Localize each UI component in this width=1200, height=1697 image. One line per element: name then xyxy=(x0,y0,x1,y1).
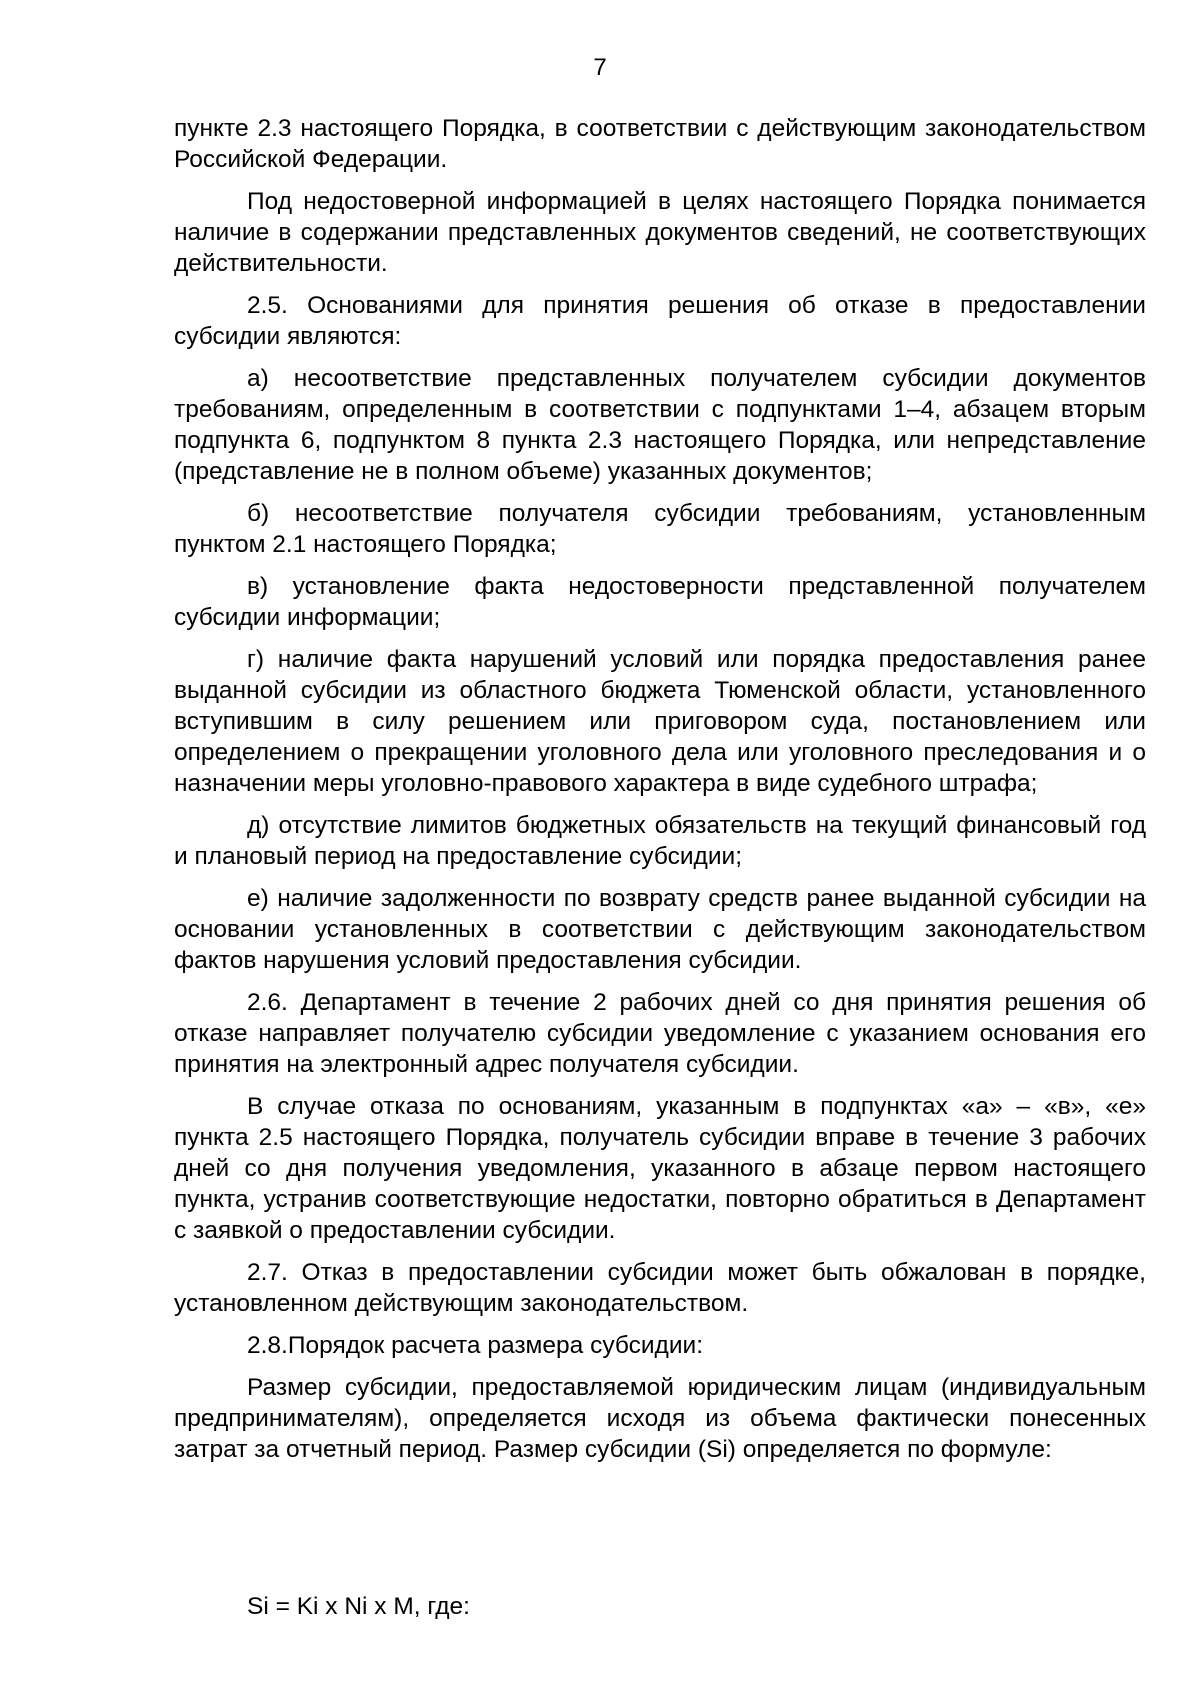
list-item-g: г) наличие факта нарушений условий или порядка предоставления ранее выданной субсидии из областного бюджета Тюменской области, установленного вступившим в силу решением или приговором суда, постановлением или определением о прекращении уголовного дела или уголовного преследования и о назначении меры уголовно-правового характера в виде судебного штрафа; xyxy=(174,646,1146,797)
paragraph-subsidy-size: Размер субсидии, предоставляемой юридическим лицам (индивидуальным предпринимателям), определяется исходя из объема фактически понесенных затрат за отчетный период. Размер субсидии (Si) определяется по формуле: xyxy=(174,1374,1146,1463)
paragraph-2-7-appeal: 2.7. Отказ в предоставлении субсидии может быть обжалован в порядке, установленном действующим законодательством. xyxy=(174,1259,1146,1317)
page-number: 7 xyxy=(593,54,607,81)
list-item-v: в) установление факта недостоверности представленной получателем субсидии информации; xyxy=(174,573,1146,631)
subsidy-formula: Si = Ki x Ni x M, где: xyxy=(247,1593,470,1620)
list-item-b: б) несоответствие получателя субсидии требованиям, установленным пунктом 2.1 настоящего Порядка; xyxy=(174,500,1146,558)
paragraph-2-5-refusal-grounds: 2.5. Основаниями для принятия решения об отказе в предоставлении субсидии являются: xyxy=(174,292,1146,350)
paragraph-2-6-notification: 2.6. Департамент в течение 2 рабочих дней со дня принятия решения об отказе направляет получателю субсидии уведомление с указанием основания его принятия на электронный адрес получателя субсидии. xyxy=(174,989,1146,1078)
paragraph-resubmission: В случае отказа по основаниям, указанным в подпунктах «а» – «в», «е» пункта 2.5 настоящего Порядка, получатель субсидии вправе в течение 3 рабочих дней со дня получения уведомления, указанного в абзаце первом настоящего пункта, устранив соответствующие недостатки, повторно обратиться в Департамент с заявкой о предоставлении субсидии. xyxy=(174,1093,1146,1244)
paragraph-2-8-heading: 2.8.Порядок расчета размера субсидии: xyxy=(247,1332,704,1359)
document-body xyxy=(174,113,1146,1476)
list-item-d: д) отсутствие лимитов бюджетных обязательств на текущий финансовый год и плановый период на предоставление субсидии; xyxy=(174,812,1146,870)
paragraph-continuation: пункте 2.3 настоящего Порядка, в соответствии с действующим законодательством Российской Федерации. xyxy=(174,115,1146,173)
list-item-e: е) наличие задолженности по возврату средств ранее выданной субсидии на основании установленных в соответствии с действующим законодательством фактов нарушения условий предоставления субсидии. xyxy=(174,885,1146,974)
paragraph-unreliable-info-definition: Под недостоверной информацией в целях настоящего Порядка понимается наличие в содержании представленных документов сведений, не соответствующих действительности. xyxy=(174,188,1146,277)
list-item-a: а) несоответствие представленных получателем субсидии документов требованиям, определенным в соответствии с подпунктами 1–4, абзацем вторым подпункта 6, подпунктом 8 пункта 2.3 настоящего Порядка, или непредставление (представление не в полном объеме) указанных документов; xyxy=(174,365,1146,485)
